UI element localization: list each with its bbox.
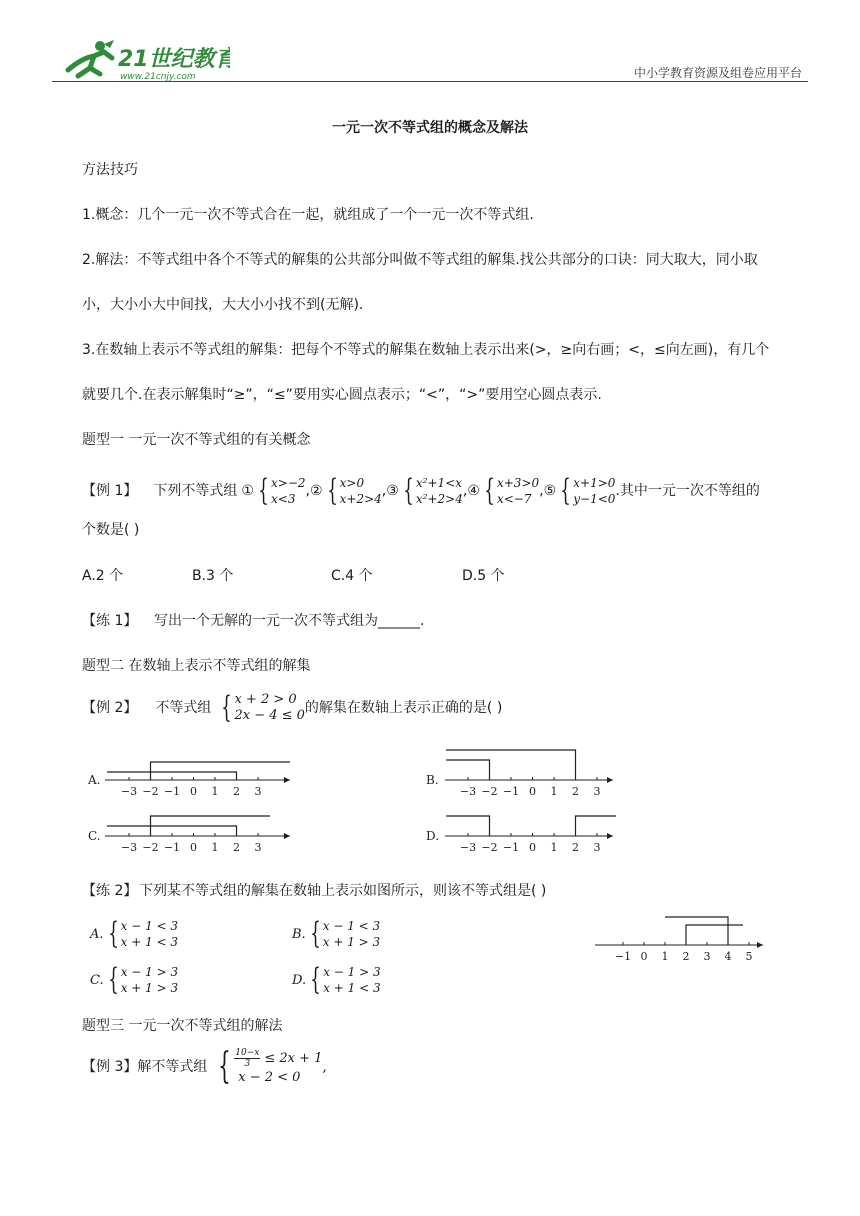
tick-label: 3	[254, 841, 262, 854]
system-bottom: x²+2>4	[415, 492, 463, 506]
logo	[60, 38, 230, 82]
tick-label: 3	[703, 950, 711, 963]
practice1-label: 【练 1】	[82, 613, 138, 629]
brace-icon: {	[218, 1046, 232, 1087]
solution-ray	[686, 925, 743, 945]
system-top: x+1>0	[573, 476, 616, 490]
example2	[82, 692, 502, 724]
tick-label: −2	[481, 841, 498, 854]
tick-label: −3	[120, 785, 138, 798]
pr2-option-b-top: x − 1 < 3	[322, 919, 381, 933]
example2-intro: 不等式组	[155, 700, 212, 716]
arrow-icon	[757, 942, 763, 948]
example1-line2: 个数是( )	[82, 522, 140, 538]
method-p3-line2: 就要几个.在表示解集时“≥”，“≤”要用实心圆点表示；“<”，“>”要用空心圆点表示.	[82, 387, 602, 403]
practice2-text: 下列某不等式组的解集在数轴上表示如图所示，则该不等式组是( )	[139, 883, 547, 899]
example3-top-rest: ≤ 2x + 1	[264, 1051, 323, 1066]
system-top: x+3>0	[496, 476, 540, 490]
example3-comma: ,	[322, 1059, 327, 1075]
pr2-option-a-label: A.	[90, 926, 104, 942]
method-heading: 方法技巧	[82, 162, 138, 178]
pr2-option-a[interactable]	[90, 918, 178, 950]
runner-logo-icon	[60, 38, 230, 82]
system-5	[544, 475, 620, 507]
brace-icon: {	[258, 473, 269, 508]
solution-ray	[665, 917, 728, 945]
solution-ray	[151, 762, 291, 780]
tick-label: 2	[572, 785, 579, 798]
tick-label: 5	[745, 950, 753, 963]
system-3	[386, 475, 467, 507]
figures-ac	[85, 740, 315, 855]
example2-label: 【例 2】	[82, 700, 138, 716]
brace-icon: {	[221, 690, 233, 725]
tick-label: 2	[233, 785, 240, 798]
method-p1: 1.概念：几个一元一次不等式合在一起，就组成了一个一元一次不等式组.	[82, 207, 534, 223]
system-number: ①	[241, 483, 254, 499]
tick-label: 4	[724, 950, 732, 963]
tick-label: −1	[163, 841, 181, 854]
option-d[interactable]: D.5 个	[462, 568, 505, 584]
system-bottom: y−1<0	[573, 492, 616, 506]
example2-tail: 的解集在数轴上表示正确的是( )	[304, 700, 503, 716]
page-title: 一元一次不等式组的概念及解法	[332, 120, 528, 136]
tick-label: −2	[142, 841, 159, 854]
example3	[82, 1048, 327, 1086]
practice1-text: 写出一个无解的一元一次不等式组为______.	[154, 613, 425, 629]
practice2-label: 【练 2】	[82, 883, 138, 899]
fraction	[234, 1048, 260, 1069]
header-divider	[52, 81, 808, 82]
pr2-option-d-bottom: x + 1 < 3	[323, 981, 381, 995]
pr2-option-a-bottom: x + 1 < 3	[120, 935, 179, 949]
tick-label: 0	[640, 950, 648, 963]
practice2-number-line	[593, 908, 773, 963]
system-bottom: x<−7	[496, 492, 532, 506]
method-p3-line1: 3.在数轴上表示不等式组的解集：把每个不等式的解集在数轴上表示出来(>，≥向右画；<，≤向左画)，有几个	[82, 342, 770, 358]
tick-label: 2	[682, 950, 690, 963]
tick-label: −1	[502, 785, 520, 798]
tick-label: −1	[502, 841, 520, 854]
system-number: ②	[309, 483, 323, 499]
tick-label: 3	[593, 841, 601, 854]
brace-icon: {	[107, 962, 119, 997]
tick-label: 3	[593, 785, 601, 798]
pr2-option-b-label: B.	[292, 926, 306, 942]
brace-icon: {	[560, 473, 571, 508]
example1	[82, 475, 760, 507]
type2-heading: 题型二 在数轴上表示不等式组的解集	[82, 658, 311, 674]
system-separator: ,	[462, 483, 468, 499]
tick-label: 1	[211, 841, 219, 854]
tick-label: 2	[233, 841, 240, 854]
system-top: x²+1<x	[415, 476, 462, 490]
tick-label: −2	[481, 785, 498, 798]
system-2	[310, 475, 386, 507]
method-p2-line1: 2.解法：不等式组中各个不等式的解集的公共部分叫做不等式组的解集.找公共部分的口诀：同大取大，同小取	[82, 252, 758, 268]
example1-intro: 下列不等式组	[153, 483, 238, 499]
system-bottom: x<3	[271, 492, 296, 506]
system-separator: ,	[381, 483, 387, 499]
example3-system	[213, 1048, 322, 1086]
fraction-denominator: 3	[244, 1059, 251, 1069]
choice-label: A.	[88, 773, 101, 787]
system-separator: ,	[539, 483, 544, 499]
system-4	[467, 475, 543, 507]
arrow-icon	[284, 777, 290, 783]
tick-label: 0	[529, 841, 536, 854]
tick-label: −3	[459, 841, 477, 854]
platform-name: 中小学教育资源及组卷应用平台	[633, 66, 802, 80]
pr2-option-c-top: x − 1 > 3	[120, 965, 179, 979]
example2-system	[217, 692, 305, 724]
tick-label: −3	[120, 841, 138, 854]
tick-label: 1	[550, 841, 558, 854]
system-separator: ,	[305, 483, 310, 499]
example3-bottom: x − 2 < 0	[238, 1070, 301, 1085]
brace-icon: {	[107, 916, 119, 951]
pr2-option-c-label: C.	[90, 972, 104, 988]
system-separator: .	[615, 483, 620, 499]
tick-label: 3	[254, 785, 262, 798]
brace-icon: {	[484, 473, 495, 508]
type1-heading: 题型一 一元一次不等式组的有关概念	[82, 432, 311, 448]
tick-label: −1	[614, 950, 632, 963]
solution-ray	[446, 750, 576, 780]
example2-bottom: 2x − 4 ≤ 0	[234, 708, 305, 723]
choice-label: C.	[88, 829, 101, 843]
tick-label: 2	[572, 841, 579, 854]
system-bottom: x+2>4	[339, 492, 382, 506]
choice-label: D.	[426, 829, 440, 843]
figures-bd	[423, 740, 623, 855]
pr2-option-d-label: D.	[292, 972, 307, 988]
pr2-option-c-bottom: x + 1 > 3	[120, 981, 179, 995]
tick-label: −2	[142, 785, 159, 798]
logo-url: www.21cnjy.com	[120, 72, 196, 82]
arrow-icon	[607, 833, 613, 839]
pr2-option-a-top: x − 1 < 3	[120, 919, 179, 933]
method-p2-line2: 小，大小小大中间找，大大小小找不到(无解).	[82, 297, 364, 313]
option-b[interactable]: B.3 个	[192, 568, 234, 584]
pr2-option-d-top: x − 1 > 3	[323, 965, 381, 979]
arrow-icon	[607, 777, 613, 783]
brace-icon: {	[310, 962, 321, 997]
tick-label: −1	[163, 785, 181, 798]
tick-label: 1	[550, 785, 558, 798]
type3-heading: 题型三 一元一次不等式组的解法	[82, 1018, 283, 1034]
pr2-option-b-bottom: x + 1 > 3	[322, 935, 381, 949]
system-top: x>0	[339, 476, 365, 490]
fraction-numerator: 10−x	[235, 1048, 260, 1058]
brace-icon: {	[326, 473, 338, 508]
option-a[interactable]: A.2 个	[82, 568, 124, 584]
system-top: x>−2	[271, 476, 306, 490]
brace-icon: {	[403, 473, 414, 508]
tick-label: 0	[529, 785, 536, 798]
inequality-systems	[241, 475, 620, 507]
system-number: ④	[467, 483, 480, 499]
logo-text: 21世纪教育	[118, 47, 230, 72]
solution-ray	[576, 816, 617, 836]
system-1	[241, 475, 310, 507]
tick-label: 0	[190, 841, 197, 854]
arrow-icon	[284, 833, 290, 839]
tick-label: 1	[661, 950, 669, 963]
tick-label: −3	[459, 785, 477, 798]
example3-label: 【例 3】	[82, 1059, 138, 1075]
example1-tail: 其中一元一次不等组的	[619, 483, 760, 499]
pr2-option-d[interactable]	[292, 964, 381, 996]
brace-icon: {	[309, 916, 321, 951]
tick-label: 1	[211, 785, 219, 798]
pr2-option-b[interactable]	[292, 918, 380, 950]
system-number: ③	[386, 483, 399, 499]
example1-label: 【例 1】	[82, 483, 138, 499]
example3-intro: 解不等式组	[137, 1059, 208, 1075]
choice-label: B.	[426, 773, 439, 787]
tick-label: 0	[190, 785, 197, 798]
example2-top: x + 2 > 0	[234, 692, 297, 707]
system-number: ⑤	[543, 483, 557, 499]
option-c[interactable]: C.4 个	[331, 568, 373, 584]
pr2-option-c[interactable]	[90, 964, 178, 996]
